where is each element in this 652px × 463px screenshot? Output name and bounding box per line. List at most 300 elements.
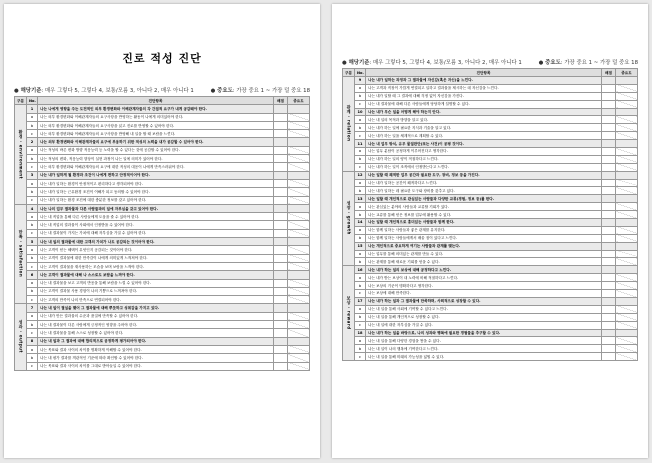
importance-cell-disabled <box>616 163 638 171</box>
score-cell[interactable] <box>602 266 616 274</box>
importance-cell-disabled <box>616 321 638 329</box>
question-text: 나는 일할 때 개인적으로 관심있는 사람들과 다양한 교류(경험, 정보 등)를 한다. <box>366 195 602 203</box>
importance-cell-disabled <box>616 234 638 242</box>
sub-item-text: 나는 내 일을 통해 개인적으로 성장할 수 있다. <box>366 313 602 321</box>
sub-item-row <box>343 92 638 100</box>
sub-item-letter: c <box>27 329 38 337</box>
sub-item-text: 나는 내 일의 목적과 방향을 알고 있다. <box>366 116 602 124</box>
importance-cell[interactable] <box>288 304 310 312</box>
score-cell[interactable] <box>602 345 616 353</box>
importance-cell-disabled <box>616 337 638 345</box>
table-body-left <box>15 105 310 371</box>
score-cell[interactable] <box>602 242 616 250</box>
importance-legend-text: : 가장 중요 1 ~ 가장 덜 중요 18 <box>560 60 638 66</box>
score-cell[interactable] <box>274 179 288 187</box>
question-row <box>343 219 638 227</box>
section-label-cell <box>343 266 355 361</box>
sub-item-text: 나는 보상의 기준이 명확하다고 생각한다. <box>366 282 602 290</box>
header-importance: 중요도 <box>616 69 638 77</box>
sub-item-letter: c <box>27 229 38 237</box>
score-cell[interactable] <box>274 105 288 113</box>
sub-item-text: 나는 내가 일하는 환경이 안정적이고 편리하다고 생각되어야 한다. <box>38 179 274 187</box>
sub-item-text: 나는 교류를 통해 얻은 정보를 업무에 활용할 수 있다. <box>366 211 602 219</box>
score-cell[interactable] <box>602 140 616 148</box>
importance-cell[interactable] <box>616 219 638 227</box>
sub-item-letter: a <box>355 274 366 282</box>
importance-cell-disabled <box>288 321 310 329</box>
importance-cell[interactable] <box>288 238 310 246</box>
sub-item-row <box>343 84 638 92</box>
score-cell[interactable] <box>602 124 616 132</box>
diagnosis-table-right <box>342 68 638 361</box>
sub-item-row <box>343 305 638 313</box>
importance-cell-disabled <box>616 155 638 163</box>
score-cell[interactable] <box>274 246 288 254</box>
score-cell[interactable] <box>602 329 616 337</box>
sub-item-letter: a <box>355 250 366 258</box>
importance-cell-disabled <box>288 254 310 262</box>
sub-item-row <box>15 312 310 320</box>
importance-cell-disabled <box>616 124 638 132</box>
question-row <box>343 171 638 179</box>
score-cell[interactable] <box>602 132 616 140</box>
importance-cell-disabled <box>288 329 310 337</box>
score-cell[interactable] <box>602 148 616 156</box>
question-row <box>15 105 310 113</box>
sub-item-letter: c <box>27 196 38 204</box>
importance-cell-disabled <box>616 274 638 282</box>
sub-item-letter: a <box>355 148 366 156</box>
importance-cell[interactable] <box>616 171 638 179</box>
score-cell[interactable] <box>274 329 288 337</box>
importance-cell-disabled <box>616 258 638 266</box>
sub-item-text: 나는 고객이 결과물에 대한 만족감이 나에게 의미있게 느껴져야 한다. <box>38 254 274 262</box>
sub-item-text: 나는 내 평가 결과를 객관적인 기준에 따라 확인할 수 있어야 한다. <box>38 354 274 362</box>
score-cell[interactable] <box>274 238 288 246</box>
sub-item-row <box>15 179 310 187</box>
importance-cell[interactable] <box>288 271 310 279</box>
importance-cell[interactable] <box>288 337 310 345</box>
score-cell[interactable] <box>274 121 288 129</box>
importance-cell-disabled <box>616 132 638 140</box>
header-score: 배점 <box>274 97 288 105</box>
sub-item-row <box>15 155 310 163</box>
sub-item-letter: a <box>27 345 38 353</box>
score-cell[interactable] <box>602 274 616 282</box>
sub-item-text: 나는 내 결과물을 보고 고객의 반응을 통해 보람을 느낄 수 있어야 한다. <box>38 279 274 287</box>
importance-cell-disabled <box>288 287 310 295</box>
sub-item-row <box>15 146 310 154</box>
sub-item-letter: b <box>355 155 366 163</box>
score-cell[interactable] <box>602 203 616 211</box>
sub-item-text: 나는 내 결과물에 대해 다른 사람들에게 당당하게 설명할 수 있다. <box>366 100 602 108</box>
sub-item-text: 나는 내 결과물을 통해 스스로 성장할 수 있어야 한다. <box>38 329 274 337</box>
question-text: 나는 외부 환경변화와 이해관계자들의 요구에 부응하기 위한 적성의 노력을 내가 공감할 수 있어야 한다. <box>38 138 274 146</box>
importance-cell[interactable] <box>616 329 638 337</box>
section-label-cell <box>343 77 355 172</box>
score-cell[interactable] <box>602 195 616 203</box>
sub-item-text: 나는 내 일을 통해 미래의 가능성을 넓힐 수 있다. <box>366 353 602 361</box>
score-cell[interactable] <box>274 354 288 362</box>
header-section: 구분 <box>343 69 355 77</box>
sub-item-letter: c <box>355 353 366 361</box>
sub-item-letter: a <box>355 84 366 92</box>
importance-cell-disabled <box>616 226 638 234</box>
sub-item-row <box>343 148 638 156</box>
sub-item-text: 나는 내가 하는 일의 양이 적절하다고 느낀다. <box>366 155 602 163</box>
importance-cell-disabled <box>288 279 310 287</box>
score-cell[interactable] <box>602 226 616 234</box>
table-body-right <box>343 77 638 361</box>
sub-item-row <box>15 345 310 353</box>
question-text: 나는 내 일과 그 결과에 대해 합리적으로 공정하게 평가되어야 한다. <box>38 337 274 345</box>
score-cell[interactable] <box>602 313 616 321</box>
score-cell[interactable] <box>274 188 288 196</box>
score-cell[interactable] <box>274 146 288 154</box>
score-cell[interactable] <box>274 337 288 345</box>
sub-item-letter: b <box>27 221 38 229</box>
importance-cell-disabled <box>288 196 310 204</box>
sub-item-letter: b <box>355 313 366 321</box>
section-label-cell <box>15 204 27 304</box>
importance-cell[interactable] <box>288 105 310 113</box>
score-cell[interactable] <box>602 337 616 345</box>
sub-item-text: 나는 외부 환경변화와 이해관계자들의 요구사항을 읽고 진로를 반영할 수 있어야 한다. <box>38 121 274 129</box>
score-cell[interactable] <box>274 171 288 179</box>
sub-item-row <box>15 130 310 138</box>
question-row <box>343 77 638 85</box>
sub-item-text: 나는 내가 일할 때 그 결과에 대해 걱정 없이 자신감을 가진다. <box>366 92 602 100</box>
header-no: No. <box>27 97 38 105</box>
importance-cell[interactable] <box>616 140 638 148</box>
question-row <box>15 337 310 345</box>
importance-cell-disabled <box>616 305 638 313</box>
score-cell[interactable] <box>602 84 616 92</box>
sub-item-row <box>15 196 310 204</box>
sub-item-letter: b <box>27 287 38 295</box>
table-header-row <box>343 69 638 77</box>
importance-cell-disabled <box>288 262 310 270</box>
sub-item-row <box>15 287 310 295</box>
question-number: 6 <box>27 271 38 279</box>
question-row <box>15 138 310 146</box>
score-cell[interactable] <box>274 304 288 312</box>
importance-cell-disabled <box>616 313 638 321</box>
sub-item-letter: b <box>27 155 38 163</box>
score-cell[interactable] <box>602 211 616 219</box>
sub-item-letter: b <box>355 234 366 242</box>
question-row <box>343 242 638 250</box>
score-cell[interactable] <box>274 155 288 163</box>
score-cell[interactable] <box>274 345 288 353</box>
sub-item-text: 나는 관심있는 분야의 사람들과 교류할 기회가 있다. <box>366 203 602 211</box>
question-row <box>343 297 638 305</box>
sub-item-letter: b <box>355 258 366 266</box>
score-cell[interactable] <box>274 271 288 279</box>
importance-cell-disabled <box>288 246 310 254</box>
score-cell[interactable] <box>274 229 288 237</box>
sub-item-text: 나는 고객이 결과물을 재사용하는 모습을 보며 보람을 느껴야 한다. <box>38 262 274 270</box>
importance-cell-disabled <box>616 148 638 156</box>
section-label: 관계 · relation <box>346 105 352 142</box>
question-text: 나는 개인적으로 중요하게 여기는 사람들과 관계를 맺는다. <box>366 242 602 250</box>
question-row <box>15 271 310 279</box>
sub-item-text: 나는 고객이 얻는 혜택이 무엇인지 공감되는 것이어야 한다. <box>38 246 274 254</box>
question-number: 12 <box>355 171 366 179</box>
sub-item-text: 나는 목표와 결과 사이의 차이를 그대로 받아들일 수 있어야 한다. <box>38 362 274 370</box>
sub-item-text: 나는 내 일이 나의 행복에 기여한다고 느낀다. <box>366 345 602 353</box>
score-cell[interactable] <box>602 155 616 163</box>
importance-cell-disabled <box>616 250 638 258</box>
question-number: 7 <box>27 304 38 312</box>
score-cell[interactable] <box>602 282 616 290</box>
sub-item-row <box>343 274 638 282</box>
importance-cell[interactable] <box>616 297 638 305</box>
score-cell[interactable] <box>602 108 616 116</box>
score-cell[interactable] <box>274 130 288 138</box>
score-cell[interactable] <box>602 171 616 179</box>
question-text: 나는 내가 일하는 과정과 그 결과물에 자신감(혹은 자신)을 느낀다. <box>366 77 602 85</box>
importance-cell-disabled <box>288 296 310 304</box>
score-legend <box>14 86 310 94</box>
score-cell[interactable] <box>274 204 288 212</box>
score-cell[interactable] <box>274 138 288 146</box>
importance-legend-text: : 가장 중요 1 ~ 가장 덜 중요 18 <box>232 88 310 94</box>
sub-item-text: 나는 보상에 대해 만족한다. <box>366 290 602 298</box>
score-cell[interactable] <box>602 219 616 227</box>
sub-item-row <box>15 254 310 262</box>
section-label: 환경 · environment <box>18 129 24 179</box>
sub-item-row <box>343 187 638 195</box>
score-legend <box>342 58 638 66</box>
header-score: 배점 <box>602 69 616 77</box>
score-cell[interactable] <box>274 221 288 229</box>
sub-item-letter: c <box>355 163 366 171</box>
sub-item-letter: a <box>27 146 38 154</box>
sub-item-letter: a <box>355 203 366 211</box>
sub-item-row <box>15 354 310 362</box>
sub-item-text: 나는 외부 환경변화와 이해관계자들의 요구사항을 반영하는 활동이 나에게 의미있어야 한다. <box>38 113 274 121</box>
score-cell[interactable] <box>602 163 616 171</box>
sub-item-letter: c <box>355 290 366 298</box>
importance-cell[interactable] <box>616 77 638 85</box>
score-legend-key: ● 해당기준 <box>342 60 370 66</box>
score-cell[interactable] <box>274 262 288 270</box>
question-number: 18 <box>355 329 366 337</box>
question-number: 10 <box>355 108 366 116</box>
score-cell[interactable] <box>602 353 616 361</box>
importance-cell[interactable] <box>288 171 310 179</box>
question-text: 나는 내 일이 결실을 맺어 그 결과물에 대해 뿌듯하고 성취감을 가지고 있다. <box>38 304 274 312</box>
section-label: 만족 · satisfaction <box>18 230 24 278</box>
question-text: 나는 내가 하는 일의 보상에 대해 공정하다고 느낀다. <box>366 266 602 274</box>
score-cell[interactable] <box>602 116 616 124</box>
importance-cell-disabled <box>288 155 310 163</box>
question-number: 4 <box>27 204 38 212</box>
question-row <box>343 195 638 203</box>
importance-cell-disabled <box>616 290 638 298</box>
score-cell[interactable] <box>602 100 616 108</box>
importance-cell-disabled <box>288 229 310 237</box>
sub-item-letter: b <box>27 321 38 329</box>
section-label: 보상 · reward <box>346 295 352 330</box>
question-number: 11 <box>355 140 366 148</box>
importance-cell-disabled <box>616 116 638 124</box>
sub-item-text: 나는 고객과 직장이 가깝게 연결되고 일하고 결과물을 제시하는 데 자신감을 느낀다. <box>366 84 602 92</box>
sub-item-row <box>343 313 638 321</box>
score-cell[interactable] <box>274 254 288 262</box>
sub-item-letter: c <box>27 163 38 171</box>
question-number: 13 <box>355 195 366 203</box>
importance-cell-disabled <box>288 130 310 138</box>
importance-cell-disabled <box>616 84 638 92</box>
question-number: 2 <box>27 138 38 146</box>
sub-item-letter: b <box>355 282 366 290</box>
importance-cell-disabled <box>288 312 310 320</box>
section-label: 성과 · output <box>18 320 24 354</box>
sub-item-text: 나는 내가 만든 결과물의 수준과 품질에 만족할 수 있어야 한다. <box>38 312 274 320</box>
sub-item-row <box>15 163 310 171</box>
score-cell[interactable] <box>602 234 616 242</box>
question-text: 나는 내 일의 결과물에 대한 고객의 가치가 나도 공감되는 것이어야 한다. <box>38 238 274 246</box>
header-importance: 중요도 <box>288 97 310 105</box>
sub-item-row <box>15 121 310 129</box>
sub-item-letter: a <box>27 179 38 187</box>
score-cell[interactable] <box>274 163 288 171</box>
sub-item-row <box>343 290 638 298</box>
score-cell[interactable] <box>602 258 616 266</box>
importance-cell-disabled <box>288 221 310 229</box>
sub-item-letter: a <box>355 179 366 187</box>
question-row <box>343 108 638 116</box>
sub-item-row <box>343 282 638 290</box>
importance-cell-disabled <box>288 345 310 353</box>
importance-cell[interactable] <box>616 266 638 274</box>
sub-item-letter: a <box>27 246 38 254</box>
score-cell[interactable] <box>274 362 288 370</box>
importance-cell-disabled <box>288 188 310 196</box>
sub-item-letter: c <box>355 100 366 108</box>
sub-item-text: 나는 내 결과물이 가지는 가치에 대해 자부심을 가질 수 있어야 한다. <box>38 229 274 237</box>
sub-item-letter: a <box>355 116 366 124</box>
score-cell[interactable] <box>602 290 616 298</box>
score-cell[interactable] <box>274 113 288 121</box>
score-legend-key: ● 해당기준 <box>14 88 42 94</box>
importance-cell-disabled <box>616 92 638 100</box>
score-cell[interactable] <box>602 321 616 329</box>
sub-item-letter: a <box>27 279 38 287</box>
sub-item-letter: c <box>27 296 38 304</box>
sub-item-row <box>343 250 638 258</box>
sub-item-letter: c <box>355 132 366 140</box>
sub-item-row <box>343 234 638 242</box>
sub-item-text: 나는 외부 환경변화와 이해관계자들의 요구사항을 반영해 내 일을 할 때 보람을 느낀다. <box>38 130 274 138</box>
score-cell[interactable] <box>274 279 288 287</box>
importance-cell-disabled <box>616 353 638 361</box>
score-cell[interactable] <box>274 312 288 320</box>
importance-legend-key: ● 중요도 <box>538 60 561 66</box>
sub-item-text: 나는 내가 일하는 근무환경 조건이 이해가 되고 동의할 수 있어야 한다. <box>38 188 274 196</box>
importance-cell-disabled <box>616 282 638 290</box>
sub-item-text: 나는 내가 하는 일에 필요한 지식과 기술을 알고 있다. <box>366 124 602 132</box>
sub-item-text: 나는 내 일을 통해 다양한 경험을 쌓을 수 있다. <box>366 337 602 345</box>
sub-item-row <box>15 296 310 304</box>
importance-cell-disabled <box>288 362 310 370</box>
question-text: 나는 일할 때 쾌적한 업무 공간과 필요한 도구, 장비, 정보 등을 가진다. <box>366 171 602 179</box>
score-cell[interactable] <box>274 296 288 304</box>
importance-cell[interactable] <box>616 195 638 203</box>
score-cell[interactable] <box>602 250 616 258</box>
importance-cell[interactable] <box>288 204 310 212</box>
score-cell[interactable] <box>274 213 288 221</box>
score-cell[interactable] <box>274 287 288 295</box>
score-legend-text: : 매우 그렇다 5, 그렇다 4, 보통/모름 3, 아니다 2, 매우 아니다 1 <box>369 60 522 66</box>
sub-item-row <box>15 279 310 287</box>
sub-item-text: 나는 내가 일하는 데 필요한 도구와 장비를 갖추고 있다. <box>366 187 602 195</box>
score-cell[interactable] <box>602 187 616 195</box>
score-cell[interactable] <box>274 321 288 329</box>
sub-item-letter: c <box>355 321 366 329</box>
sub-item-text: 나는 내가 받는 보상이 내 노력에 비해 적절하다고 느낀다. <box>366 274 602 282</box>
sub-item-row <box>15 262 310 270</box>
sub-item-letter: b <box>27 121 38 129</box>
question-text: 나는 나에게 영향을 주는 도전적인 외부 환경변화와 이해관계자들의 각 간접적 요구가 내게 공감돼야 한다. <box>38 105 274 113</box>
sub-item-row <box>343 211 638 219</box>
sub-item-text: 나는 함께 일하는 사람들과 좋은 관계를 유지한다. <box>366 226 602 234</box>
sub-item-row <box>15 188 310 196</box>
sub-item-row <box>343 163 638 171</box>
sub-item-text: 나는 내 직업의 결과물이 사회에서 인정받을 수 있어야 한다. <box>38 221 274 229</box>
sub-item-letter: a <box>355 305 366 313</box>
question-text: 나는 고객이 결과물에 대해 나 스스로도 보람을 느껴야 한다. <box>38 271 274 279</box>
sub-item-text: 나는 내 일에 대한 자부심을 가질 수 있다. <box>366 321 602 329</box>
sub-item-row <box>15 362 310 370</box>
question-number: 15 <box>355 242 366 250</box>
sub-item-row <box>343 100 638 108</box>
sub-item-text: 나는 외부 환경변화와 이해관계자들의 요구에 대한 적성의 대응이 나에게 만족스러워야 한다. <box>38 163 274 171</box>
sub-item-text: 나는 적성의 바른 변화 방향 적응능력 등 노력을 할 수 있다는 것에 공감할 수 있어야 한다. <box>38 146 274 154</box>
question-row <box>15 171 310 179</box>
importance-cell[interactable] <box>616 242 638 250</box>
section-label-cell <box>15 304 27 370</box>
sub-item-text: 나는 내 일을 통해 사회에 기여할 수 있다고 느낀다. <box>366 305 602 313</box>
question-row <box>343 266 638 274</box>
score-cell[interactable] <box>274 196 288 204</box>
sub-item-row <box>15 221 310 229</box>
score-cell[interactable] <box>602 179 616 187</box>
diagnosis-table-left <box>14 96 310 371</box>
table-header-row <box>15 97 310 105</box>
question-row <box>343 140 638 148</box>
header-no: No. <box>355 69 366 77</box>
score-cell[interactable] <box>602 77 616 85</box>
importance-cell-disabled <box>616 100 638 108</box>
importance-cell[interactable] <box>616 108 638 116</box>
importance-cell[interactable] <box>288 138 310 146</box>
importance-cell-disabled <box>288 121 310 129</box>
section-label: 성장 · growth <box>346 201 352 235</box>
sub-item-text: 나는 고객의 만족이 나의 만족으로 연결되어야 한다. <box>38 296 274 304</box>
sub-item-letter: b <box>27 188 38 196</box>
sub-item-row <box>15 329 310 337</box>
importance-cell-disabled <box>616 179 638 187</box>
score-cell[interactable] <box>602 297 616 305</box>
sub-item-row <box>343 179 638 187</box>
section-label-cell <box>15 105 27 205</box>
header-section: 구분 <box>15 97 27 105</box>
score-cell[interactable] <box>602 92 616 100</box>
score-cell[interactable] <box>602 305 616 313</box>
